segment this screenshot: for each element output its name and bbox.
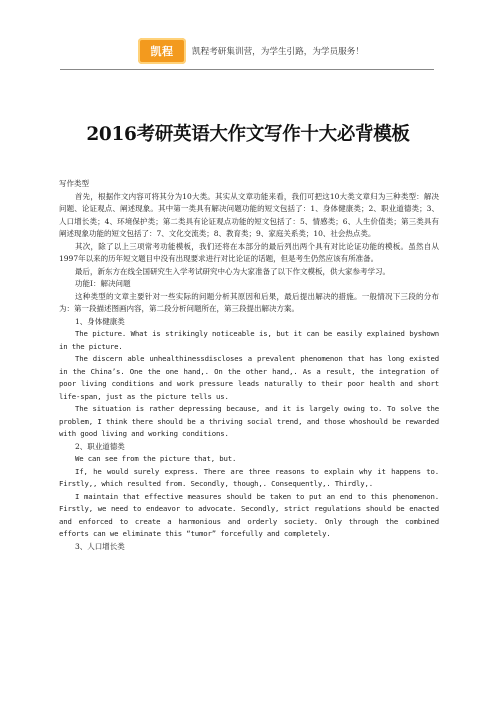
paragraph: 这种类型的文章主要针对一些实际的问题分析其原因和后果，最后提出解决的措施。一般情况下三段的分布为：第一段描述图画内容，第二段分析问题所在，第三段提出解决方案。 xyxy=(59,291,439,313)
section-heading: 写作类型 xyxy=(59,179,89,188)
header-divider xyxy=(60,69,434,70)
header-tagline: 凯程考研集训营，为学生引路，为学员服务！ xyxy=(192,47,364,57)
document-body xyxy=(59,178,439,553)
paragraph: 其次，除了以上三项常考功能模板，我们还将在本部分的最后列出两个具有对比论证功能的模板。虽然自从1997年以来的历年短文题目中没有出现要求进行对比论证的话题，但是考生仍然应该有所准备。 xyxy=(59,241,439,263)
section-heading: 功能Ⅰ：解决问题 xyxy=(75,279,131,288)
template-paragraph: I maintain that effective measures should be taken to put an end to this phenomenon. Firstly, we need to endeavor to advocate. Secondly, strict regulations should be enacted and enforced to create a harmonious and orderly society. Only through the combined efforts can we eliminate this “tumor” forcefully and completely. xyxy=(59,491,439,538)
subsection-heading: 2、职业道德类 xyxy=(75,441,125,451)
subsection-heading: 3、人口增长类 xyxy=(75,541,125,551)
template-paragraph: The situation is rather depressing because, and it is largely owing to. To solve the problem, I think there should be a thriving social trend, and those whoshould be rewarded with good living and working conditions. xyxy=(59,404,439,438)
document-title: 2016考研英语大作文写作十大必背模板 xyxy=(86,124,410,145)
paragraph: 最后，新东方在线全国研究生入学考试研究中心为大家准备了以下作文模板，供大家参考学习。 xyxy=(75,266,390,276)
brand-logo xyxy=(138,38,186,64)
paragraph: 首先，根据作文内容可将其分为10大类。其实从文章功能来看，我们可把这10大类文章归为三种类型：解决问题、论证观点、阐述现象。其中第一类具有解决问题功能的短文包括了：1、身体健康类；2、职业道德类；3、人口增长类；4、环境保护类；第二类具有论证观点功能的短文包括了：5、情感类；6、人生价值类；第三类具有阐述现象功能的短文包括了：7、文化交流类；8、教育类；9、家庭关系类；10、社会热点类。 xyxy=(59,191,439,238)
page-header xyxy=(138,36,364,66)
template-paragraph: We can see from the picture that, but. xyxy=(75,454,237,463)
template-paragraph: The discern able unhealthinessdiscloses a prevalent phenomenon that has long existed in the China’s. One the one hand,. On the other hand,. As a result, the integration of poor living conditions and work pressure leads naturally to their poor health and short life-span, just as the picture tells us. xyxy=(59,354,439,401)
template-paragraph: If, he would surely express. There are three reasons to explain why it happens to. Firstly,, which resulted from. Secondly, though,. Consequently,. Thirdly,. xyxy=(59,466,439,488)
subsection-heading: 1、身体健康类 xyxy=(75,316,125,326)
template-paragraph: The picture. What is strikingly noticeable is, but it can be easily explained byshown in the picture. xyxy=(59,329,439,351)
logo-text: 凯程 xyxy=(150,45,174,58)
